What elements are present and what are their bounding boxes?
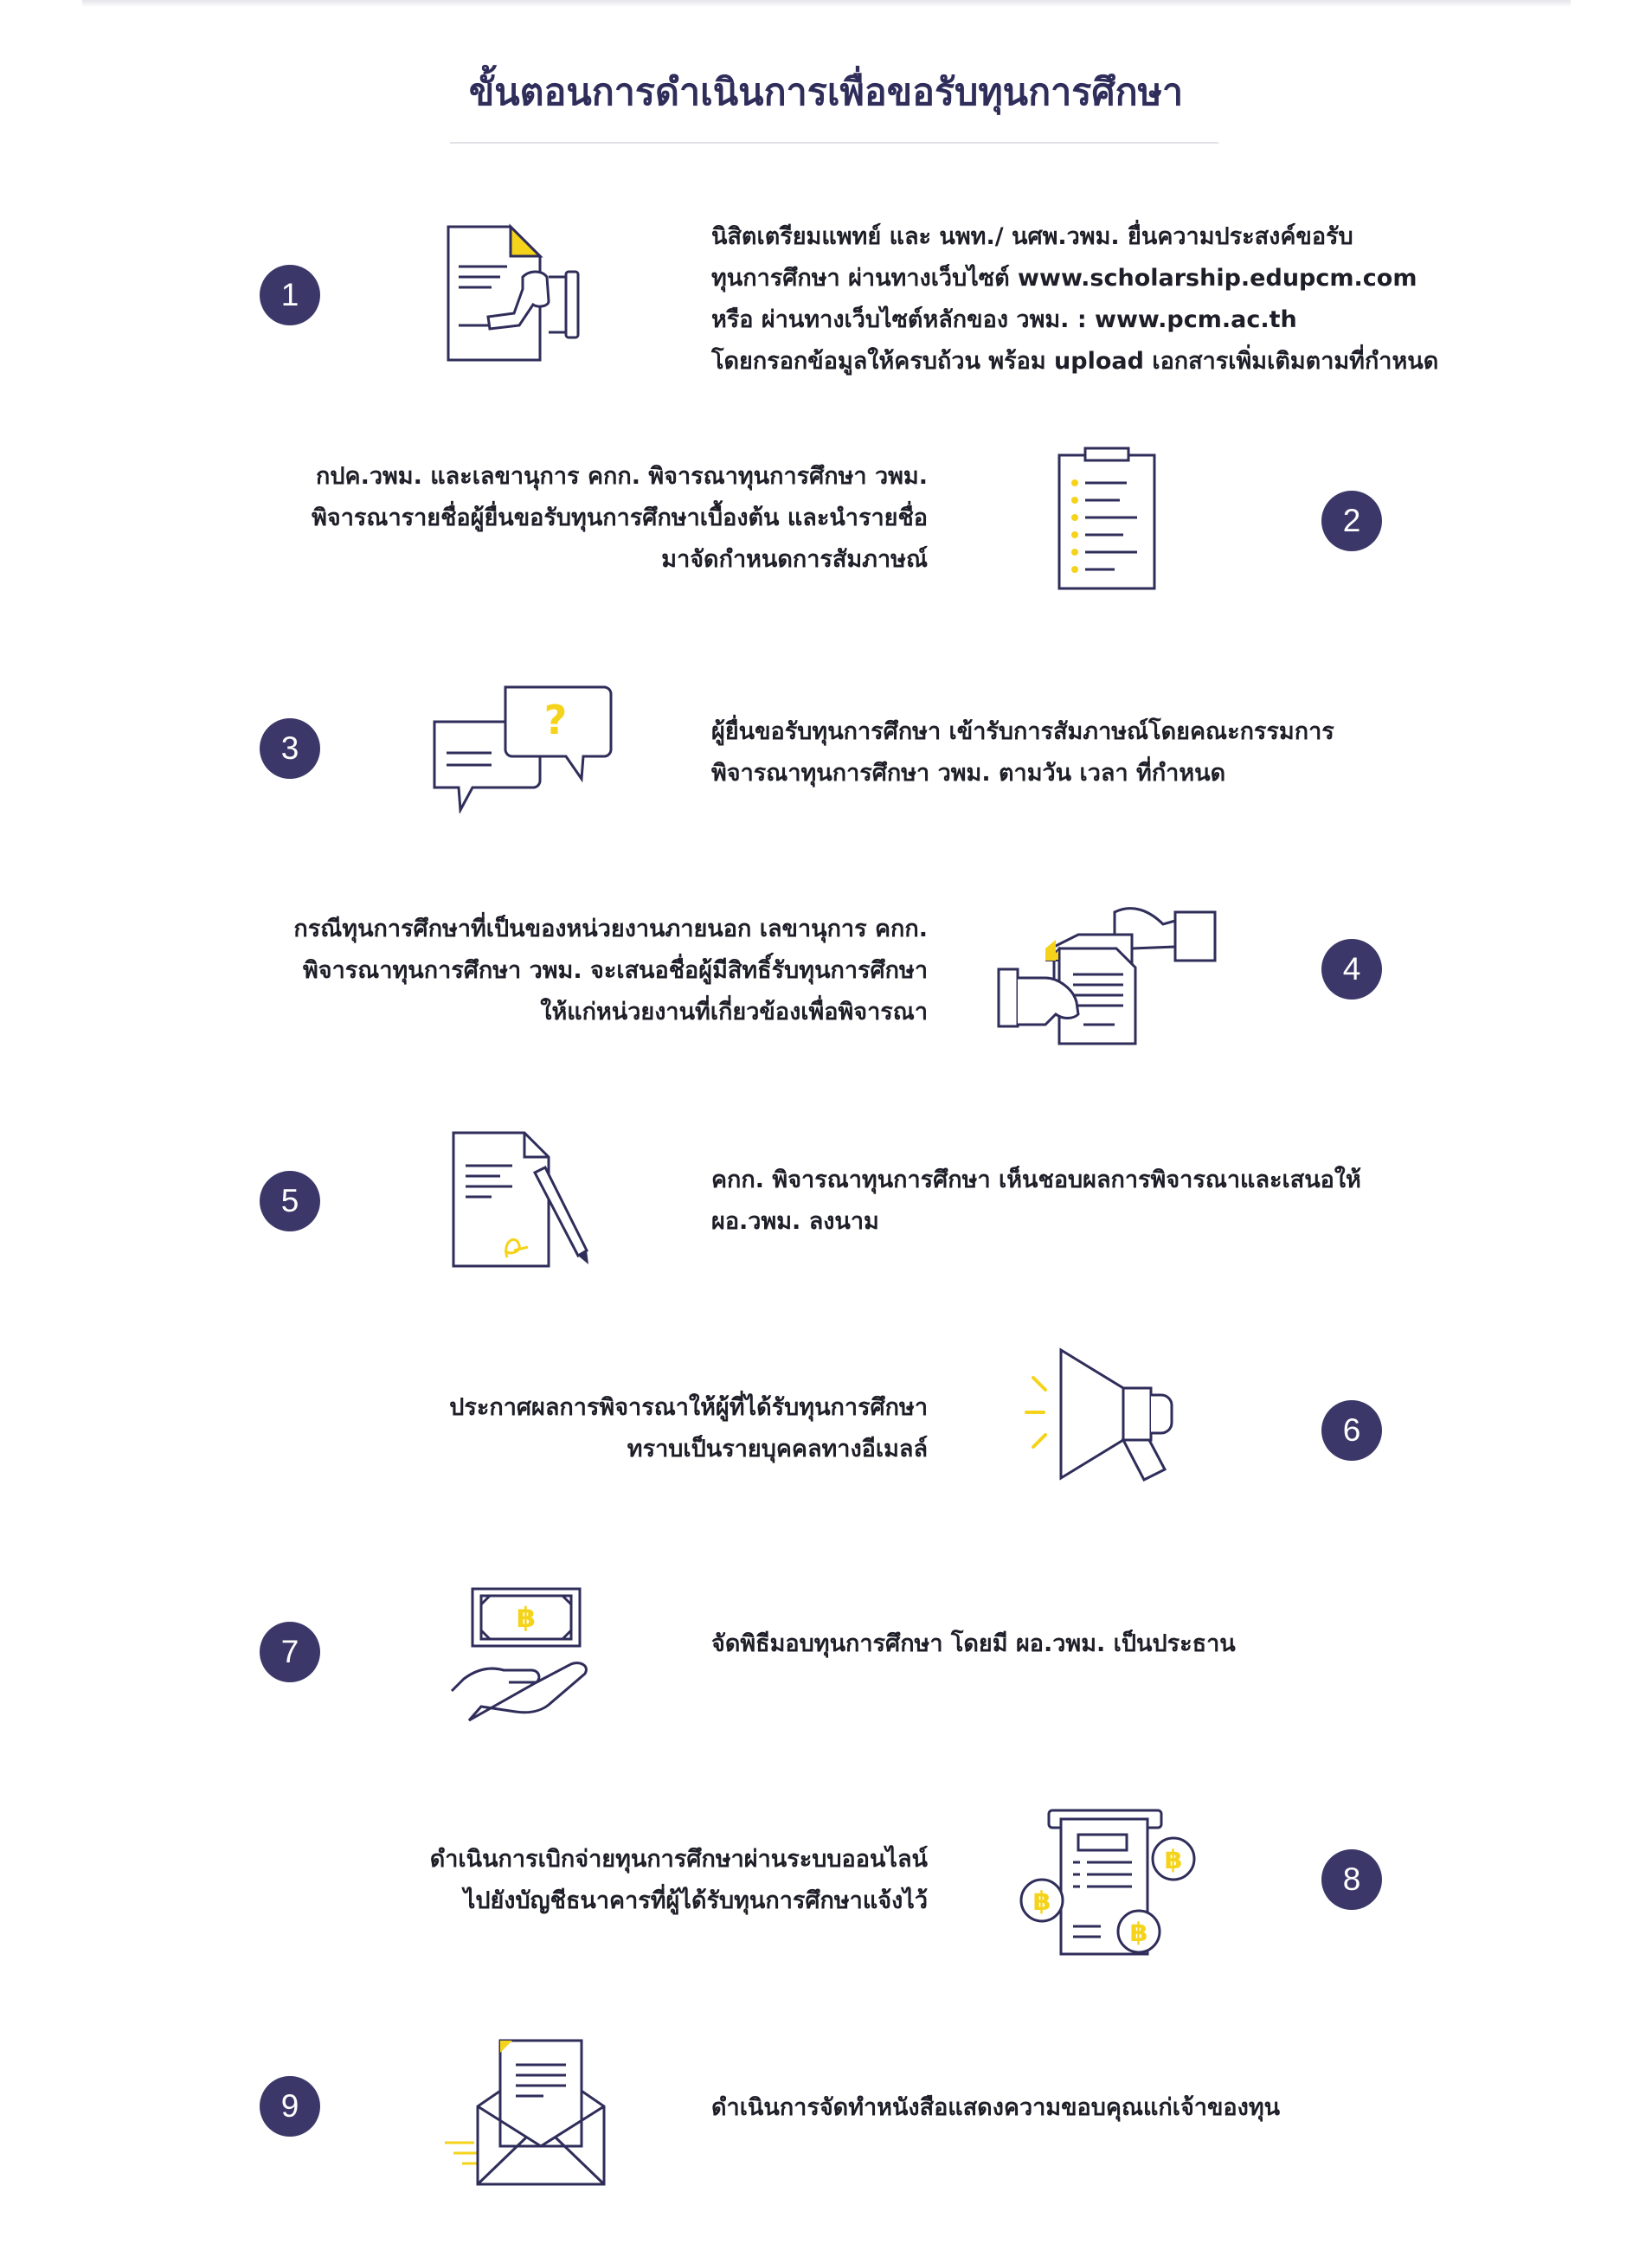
baht-symbol: ฿ — [1164, 1845, 1183, 1875]
page-title: ขั้นตอนการดำเนินการเพื่อขอรับทุนการศึกษา — [468, 71, 1184, 114]
top-shadow — [82, 0, 1571, 7]
chat-question-icon — [429, 684, 615, 813]
receipt-coins-icon — [1018, 1805, 1204, 1961]
step-description: ดำเนินการจัดทำหนังสือแสดงความขอบคุณแก่เจ้าของทุน — [711, 2094, 1281, 2121]
step-number-badge: 8 — [1321, 1849, 1382, 1910]
envelope-letter-icon — [440, 2034, 613, 2189]
step-description: กปค.วพม. และเลขานุการ คกก. พิจารณาทุนการศึกษา วพม. พิจารณารายชื่อผู้ยื่นขอรับทุนการศึกษาเบื้องต้น และนำรายชื่อ มาจัดกำหนดการสัมภาษณ์ — [312, 463, 928, 573]
step-number-badge: 4 — [1321, 939, 1382, 1000]
hand-banknote-icon — [447, 1585, 598, 1724]
baht-symbol: ฿ — [1032, 1887, 1051, 1917]
step-number-badge: 6 — [1321, 1400, 1382, 1461]
baht-symbol: ฿ — [516, 1601, 537, 1634]
clipboard-checklist-icon — [1054, 447, 1158, 594]
document-handover-icon — [993, 895, 1223, 1046]
step-description: คกก. พิจารณาทุนการศึกษา เห็นชอบผลการพิจารณาและเสนอให้ ผอ.วพม. ลงนาม — [711, 1167, 1361, 1235]
document-hand-icon — [440, 222, 604, 364]
step-number-badge: 9 — [260, 2076, 320, 2137]
step-number-badge: 3 — [260, 718, 320, 779]
step-number-badge: 1 — [260, 265, 320, 325]
step-number-badge: 7 — [260, 1622, 320, 1682]
document-signature-pen-icon — [448, 1128, 600, 1270]
megaphone-icon — [1019, 1347, 1197, 1498]
step-description: ดำเนินการเบิกจ่ายทุนการศึกษาผ่านระบบออนไลน์ ไปยังบัญชีธนาคารที่ผู้ได้รับทุนการศึกษาแจ้งไว้ — [429, 1846, 928, 1914]
step-description: ผู้ยื่นขอรับทุนการศึกษา เข้ารับการสัมภาษณ์โดยคณะกรรมการ พิจารณาทุนการศึกษา วพม. ตามวัน เวลา ที่กำหนด — [711, 718, 1334, 787]
title-divider — [450, 142, 1218, 144]
step-description: จัดพิธีมอบทุนการศึกษา โดยมี ผอ.วพม. เป็นประธาน — [711, 1630, 1236, 1657]
step-description: นิสิตเตรียมแพทย์ และ นพท./ นศพ.วพม. ยื่นความประสงค์ขอรับ ทุนการศึกษา ผ่านทางเว็บไซต์ www.scholarship.edupcm.com หรือ ผ่านทางเว็บไซต์หลักของ วพม. : www.pcm.ac.th โดยกรอกข้อมูลให้ครบถ้วน พร้อม upload เอกสารเพิ่มเติมตามที่กำหนด — [711, 223, 1439, 375]
step-description: กรณีทุนการศึกษาที่เป็นของหน่วยงานภายนอก เลขานุการ คกก. พิจารณาทุนการศึกษา วพม. จะเสนอชื่อผู้มีสิทธิ์รับทุนการศึกษา ให้แก่หน่วยงานที่เกี่ยวข้องเพื่อพิจารณา — [293, 916, 928, 1025]
svg-text:?: ? — [543, 697, 568, 743]
baht-symbol: ฿ — [1129, 1918, 1148, 1948]
step-description: ประกาศผลการพิจารณาให้ผู้ที่ได้รับทุนการศึกษา ทราบเป็นรายบุคคลทางอีเมลล์ — [449, 1394, 928, 1462]
step-number-badge: 2 — [1321, 491, 1382, 551]
step-number-badge: 5 — [260, 1171, 320, 1231]
